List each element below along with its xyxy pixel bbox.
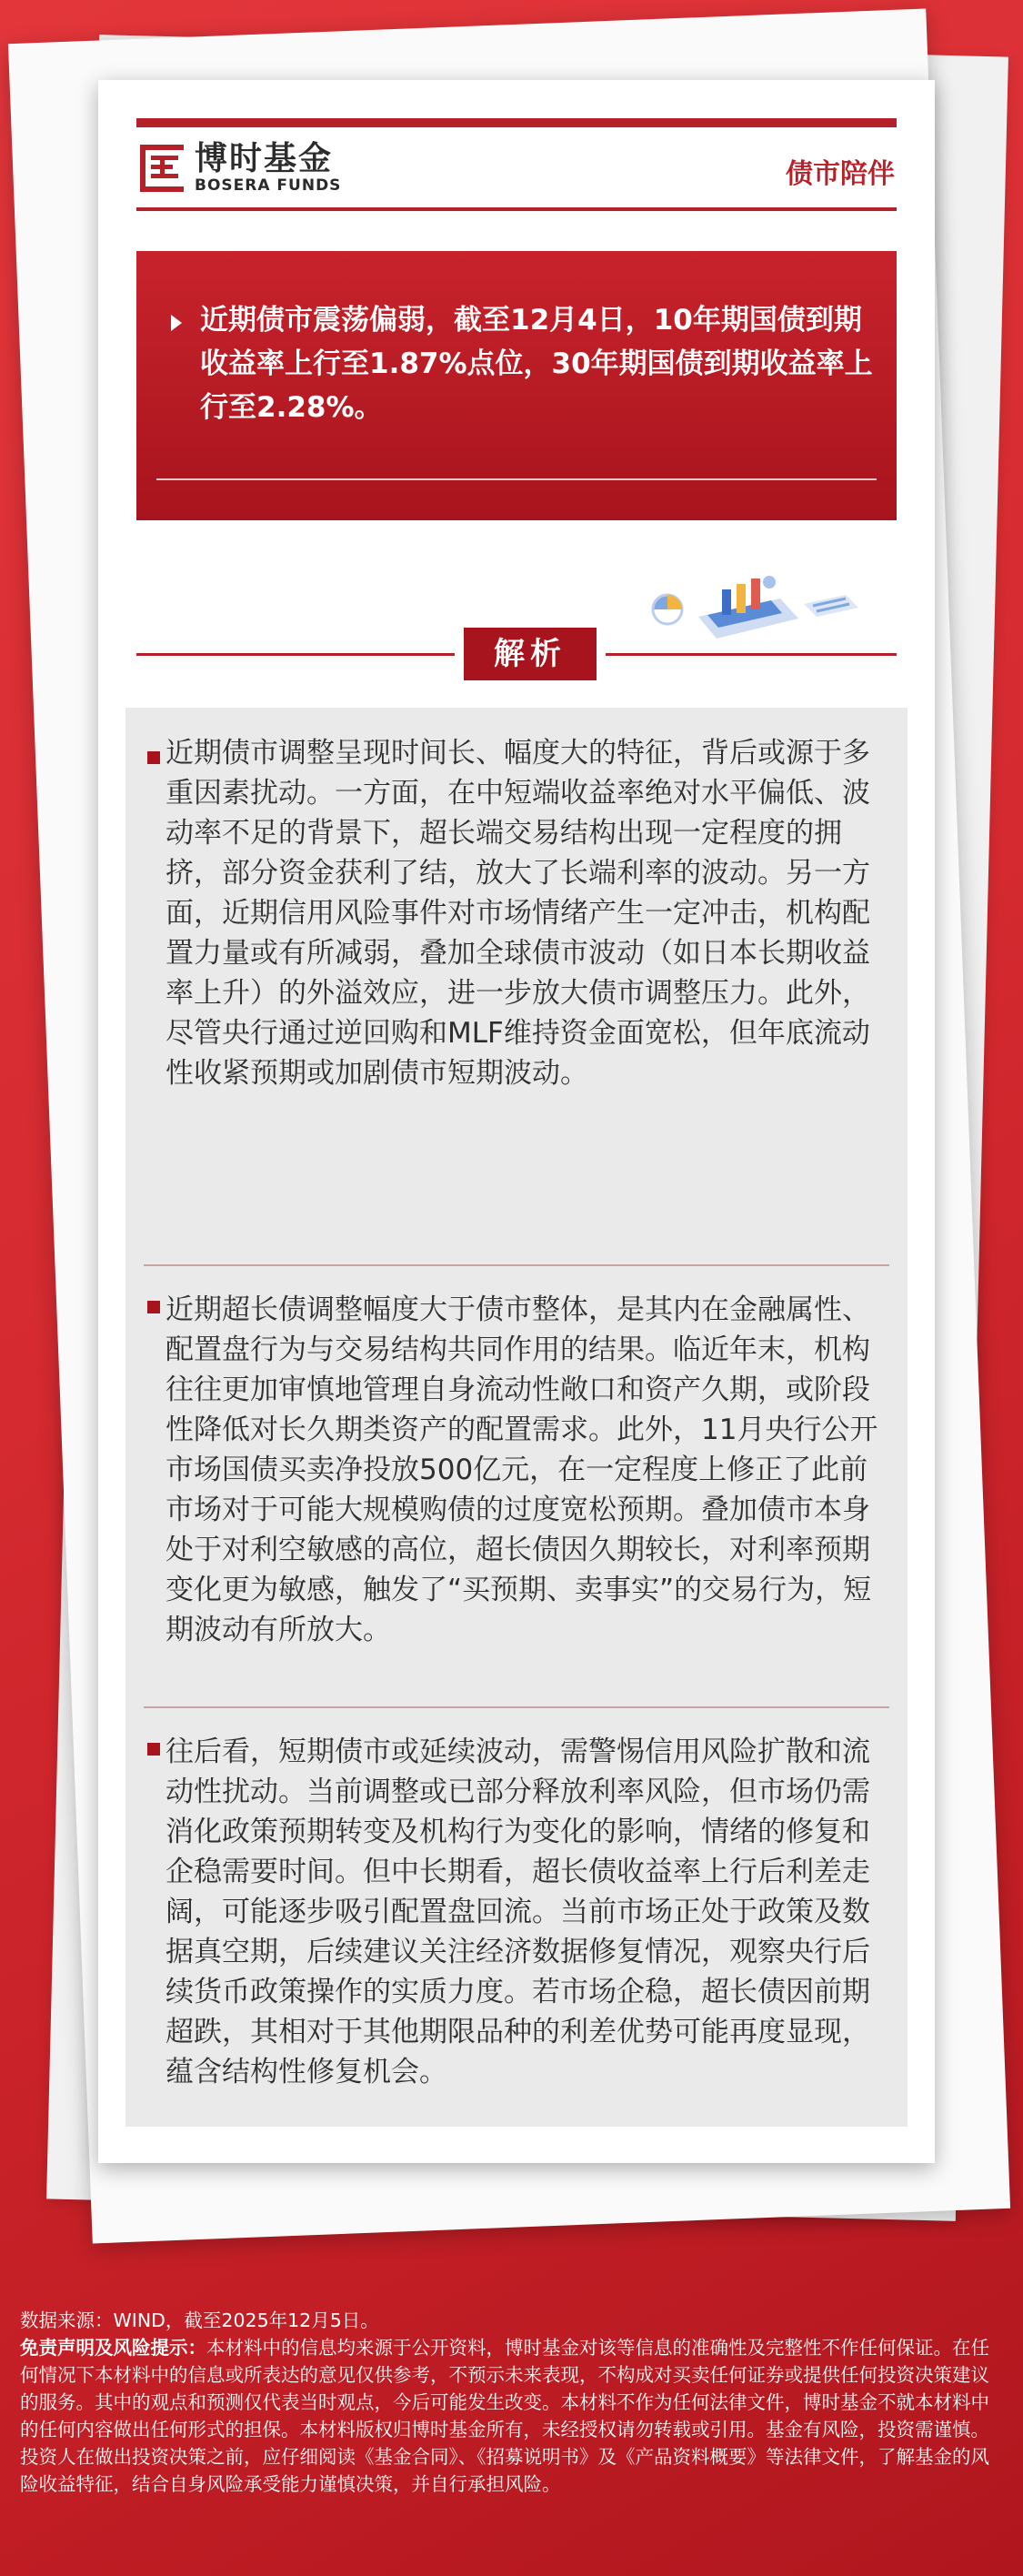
- disclaimer-label: 免责声明及风险提示：: [20, 2337, 206, 2359]
- brand-name-cn: 博时基金: [195, 140, 334, 177]
- disclaimer-text: 本材料中的信息均来源于公开资料，博时基金对该等信息的准确性及完整性不作任何保证。在任何情况下本材料中的信息或所表达的意见仅供参考，不预示未来表现，不构成对买卖任何证券或提供任何投资决策建议的服务。其中的观点和预测仅代表当时观点，今后可能发生改变。本材料不作为任何法律文件，博时基金不就本材料中的任何内容做出任何形式的担保。本材料版权归博时基金所有，未经授权请勿转载或引用。基金有风险，投资需谨慎。投资人在做出投资决策之前，应仔细阅读《基金合同》、《招募说明书》及《产品资料概要》等法律文件，了解基金的风险收益特征，结合自身风险承受能力谨慎决策，并自行承担风险。: [20, 2337, 989, 2495]
- bullet-square-icon: [147, 751, 160, 764]
- bullet-square-icon: [147, 1301, 160, 1313]
- column-tag: 债市陪伴: [786, 158, 895, 190]
- paragraph-divider: [144, 1706, 889, 1708]
- brand-name-en: BOSERA FUNDS: [195, 176, 342, 195]
- section-title: 解析: [464, 628, 597, 680]
- summary-box: [136, 251, 897, 520]
- brand-logo: [138, 140, 341, 196]
- section-header: [136, 628, 897, 682]
- bullet-square-icon: [147, 1743, 160, 1756]
- main-card: [98, 80, 935, 2163]
- data-source: 数据来源：WIND，截至2025年12月5日。: [20, 2309, 379, 2331]
- bosera-logo-icon: [138, 143, 186, 194]
- paragraph-divider: [144, 1264, 889, 1266]
- header-bottom-rule: [136, 207, 897, 211]
- analysis-paragraph: 近期债市调整呈现时间长、幅度大的特征，背后或源于多重因素扰动。一方面，在中短端收益率绝对水平偏低、波动率不足的背景下，超长端交易结构出现一定程度的拥挤，部分资金获利了结，放大了长端利率的波动。另一方面，近期信用风险事件对市场情绪产生一定冲击，机构配置力量或有所减弱，叠加全球债市波动（如日本长期收益率上升）的外溢效应，进一步放大债市调整压力。此外，尽管央行通过逆回购和MLF维持资金面宽松，但年底流动性收紧预期或加剧债市短期波动。: [165, 737, 870, 1090]
- section-rule-left: [136, 653, 455, 656]
- play-arrow-icon: [171, 315, 182, 331]
- footer-disclaimer: [20, 2307, 1002, 2498]
- section-rule-right: [606, 653, 897, 656]
- analysis-paragraph: 近期超长债调整幅度大于债市整体，是其内在金融属性、配置盘行为与交易结构共同作用的结果。临近年末，机构往往更加审慎地管理自身流动性敞口和资产久期，或阶段性降低对长久期类资产的配置需求。此外，11月央行公开市场国债买卖净投放500亿元，在一定程度上修正了此前市场对于可能大规模购债的过度宽松预期。叠加债市本身处于对利空敏感的高位，超长债因久期较长，对利率预期变化更为敏感，触发了“买预期、卖事实”的交易行为，短期波动有所放大。: [165, 1293, 878, 1646]
- summary-text: 近期债市震荡偏弱，截至12月4日，10年期国债到期收益率上行至1.87%点位，30年期国债到期收益率上行至2.28%。: [200, 304, 873, 424]
- analysis-panel: [125, 708, 908, 2127]
- disclaimer: [20, 2334, 1002, 2498]
- analysis-paragraph: 往后看，短期债市或延续波动，需警惕信用风险扩散和流动性扰动。当前调整或已部分释放利率风险，但市场仍需消化政策预期转变及机构行为变化的影响，情绪的修复和企稳需要时间。但中长期看，超长债收益率上行后利差走阔，可能逐步吸引配置盘回流。当前市场正处于政策及数据真空期，后续建议关注经济数据修复情况，观察央行后续货币政策操作的实质力度。若市场企稳，超长债因前期超跌，其相对于其他期限品种的利差优势可能再度显现，蕴含结构性修复机会。: [165, 1736, 870, 2088]
- summary-underline: [156, 478, 877, 480]
- header-top-rule: [136, 118, 897, 127]
